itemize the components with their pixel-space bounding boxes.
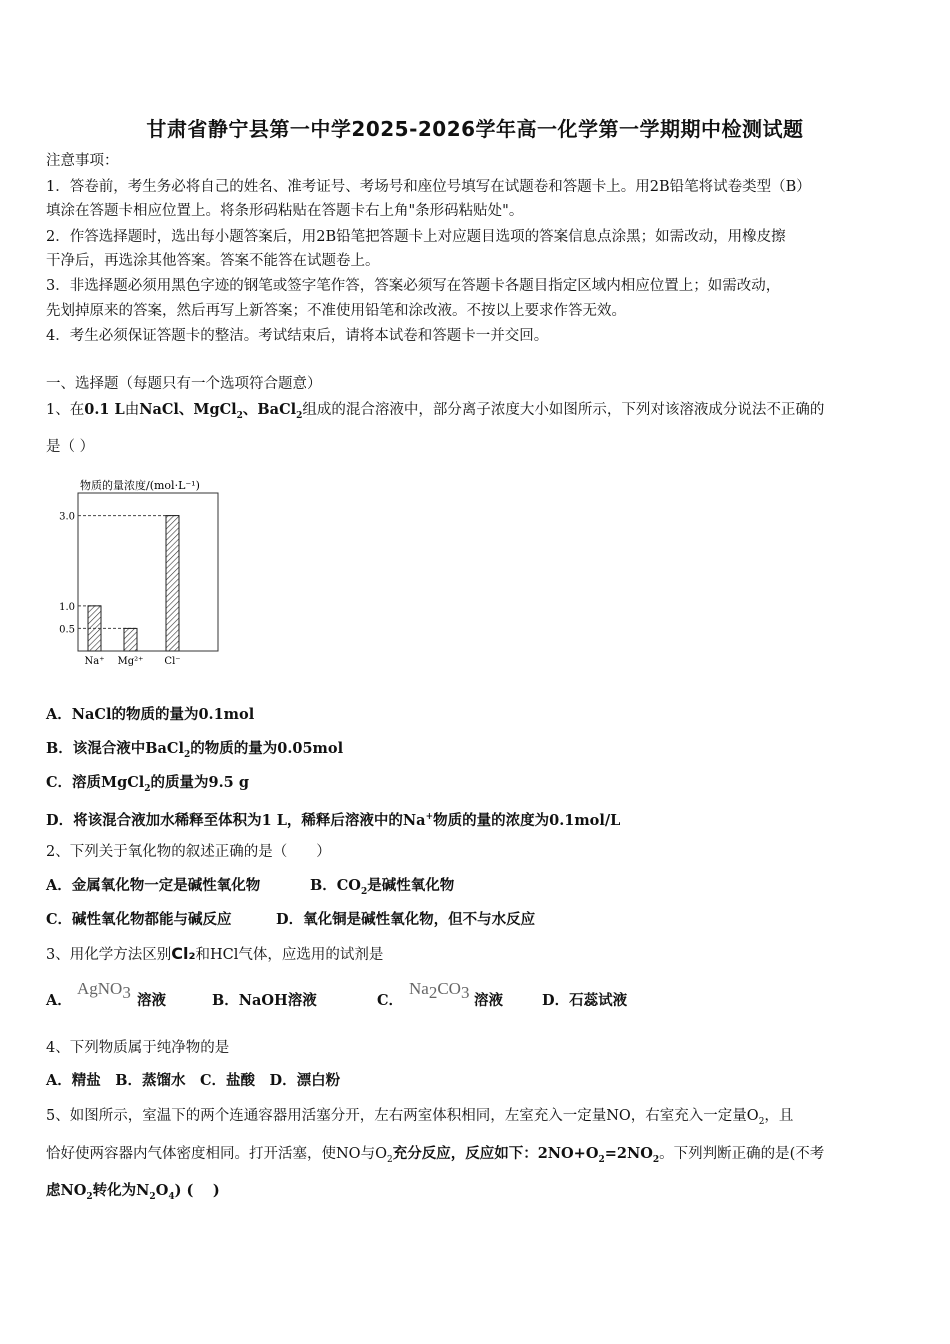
q1-option-c[interactable]: C．溶质MgCl$_2$的质量为9.5 g: [46, 774, 249, 794]
notice-line-7: 4．考生必须保证答题卡的整洁。考试结束后，请将本试卷和答题卡一并交回。: [46, 328, 549, 344]
q2-option-b[interactable]: B．$CO_2$是碱性氧化物: [310, 877, 455, 897]
notice-line-6: 先划掉原来的答案，然后再写上新答案；不准使用铅笔和涂改液。不按以上要求作答无效。: [46, 303, 626, 319]
notice-heading: 注意事项：: [46, 153, 119, 169]
chart-bar: [166, 516, 179, 651]
q4-stem: 4、下列物质属于纯净物的是: [46, 1040, 230, 1056]
chart-ytick-label: 3.0: [59, 511, 75, 523]
q1-stem-end: 是（ ）: [46, 439, 95, 455]
q3-option-d[interactable]: D．石蕊试液: [542, 992, 628, 1009]
q3-option-b[interactable]: B．NaOH溶液: [212, 992, 317, 1009]
q3-option-a-solution: 溶液: [137, 992, 166, 1009]
chart-category-label: Cl⁻: [164, 656, 181, 667]
notice-line-2: 填涂在答题卡相应位置上。将条形码粘贴在答题卡右上角"条形码粘贴处"。: [46, 203, 524, 219]
q3-stem: 3、用化学方法区别Cl₂和HCl气体，应选用的试剂是: [46, 944, 384, 963]
chart-ytick-label: 0.5: [59, 624, 75, 636]
q1-bar-chart: [50, 475, 230, 670]
section-heading: 一、选择题（每题只有一个选项符合题意）: [46, 376, 322, 392]
chart-category-label: Mg²⁺: [117, 656, 144, 667]
chart-category-label: Na⁺: [84, 656, 105, 667]
q1-option-a[interactable]: A．NaCl的物质的量为0.1mol: [46, 706, 255, 723]
q3-option-a-label[interactable]: A．: [46, 992, 72, 1009]
q1-option-b[interactable]: B．该混合液中BaCl$_2$的物质的量为0.05mol: [46, 740, 344, 760]
q2-option-c[interactable]: C．碱性氧化物都能与碱反应: [46, 911, 232, 928]
notice-line-4: 干净后，再选涂其他答案。答案不能答在试题卷上。: [46, 253, 380, 269]
q2-stem: 2、下列关于氧化物的叙述正确的是（ ）: [46, 844, 331, 860]
q5-line-2: 恰好使两容器内气体密度相同。打开活塞，使NO与$O_2$充分反应，反应如下：$2NO+O_2=2NO_2$。下列判断正确的是(不考: [46, 1145, 825, 1165]
q1-option-d[interactable]: D．将该混合液加水稀释至体积为1 L，稀释后溶液中的Na+物质的量的浓度为0.1mol/L: [46, 811, 621, 829]
q3-option-c-formula: $Na_2CO_3$: [409, 979, 470, 1002]
chart-bar: [124, 628, 137, 651]
q3-option-a-formula: AgNO$_3$: [77, 979, 131, 1002]
notice-line-5: 3．非选择题必须用黑色字迹的钢笔或签字笔作答，答案必须写在答题卡各题目指定区域内相应位置上；如需改动，: [46, 278, 781, 294]
q2-option-a[interactable]: A．金属氧化物一定是碱性氧化物: [46, 877, 261, 894]
q5-line-3: 虑$NO_2$转化为$N_2O_4$) ( ): [46, 1182, 220, 1202]
q2-option-d[interactable]: D．氧化铜是碱性氧化物，但不与水反应: [276, 911, 536, 928]
chart-ylabel: 物质的量浓度/(mol·L⁻¹): [80, 479, 200, 492]
page-title: 甘肃省静宁县第一中学2025-2026学年高一化学第一学期期中检测试题: [146, 117, 804, 141]
notice-line-1: 1．答卷前，考生务必将自己的姓名、准考证号、考场号和座位号填写在试题卷和答题卡上。用2B铅笔将试卷类型（B）: [46, 179, 811, 195]
q3-option-c-solution: 溶液: [474, 992, 503, 1009]
notice-line-3: 2．作答选择题时，选出每小题答案后，用2B铅笔把答题卡上对应题目选项的答案信息点涂黑；如需改动，用橡皮擦: [46, 229, 786, 245]
q5-line-1: 5、如图所示，室温下的两个连通容器用活塞分开，左右两室体积相同，左室充入一定量NO，右室充入一定量$O_2$，且: [46, 1108, 794, 1127]
q1-stem: 1、在0.1 L由NaCl、MgCl$_2$、BaCl$_2$组成的混合溶液中，部分离子浓度大小如图所示，下列对该溶液成分说法不正确的: [46, 401, 825, 421]
chart-ytick-label: 1.0: [59, 601, 75, 613]
q3-option-c-label[interactable]: C．: [377, 992, 404, 1009]
q4-options[interactable]: A．精盐 B．蒸馏水 C．盐酸 D．漂白粉: [46, 1072, 341, 1089]
